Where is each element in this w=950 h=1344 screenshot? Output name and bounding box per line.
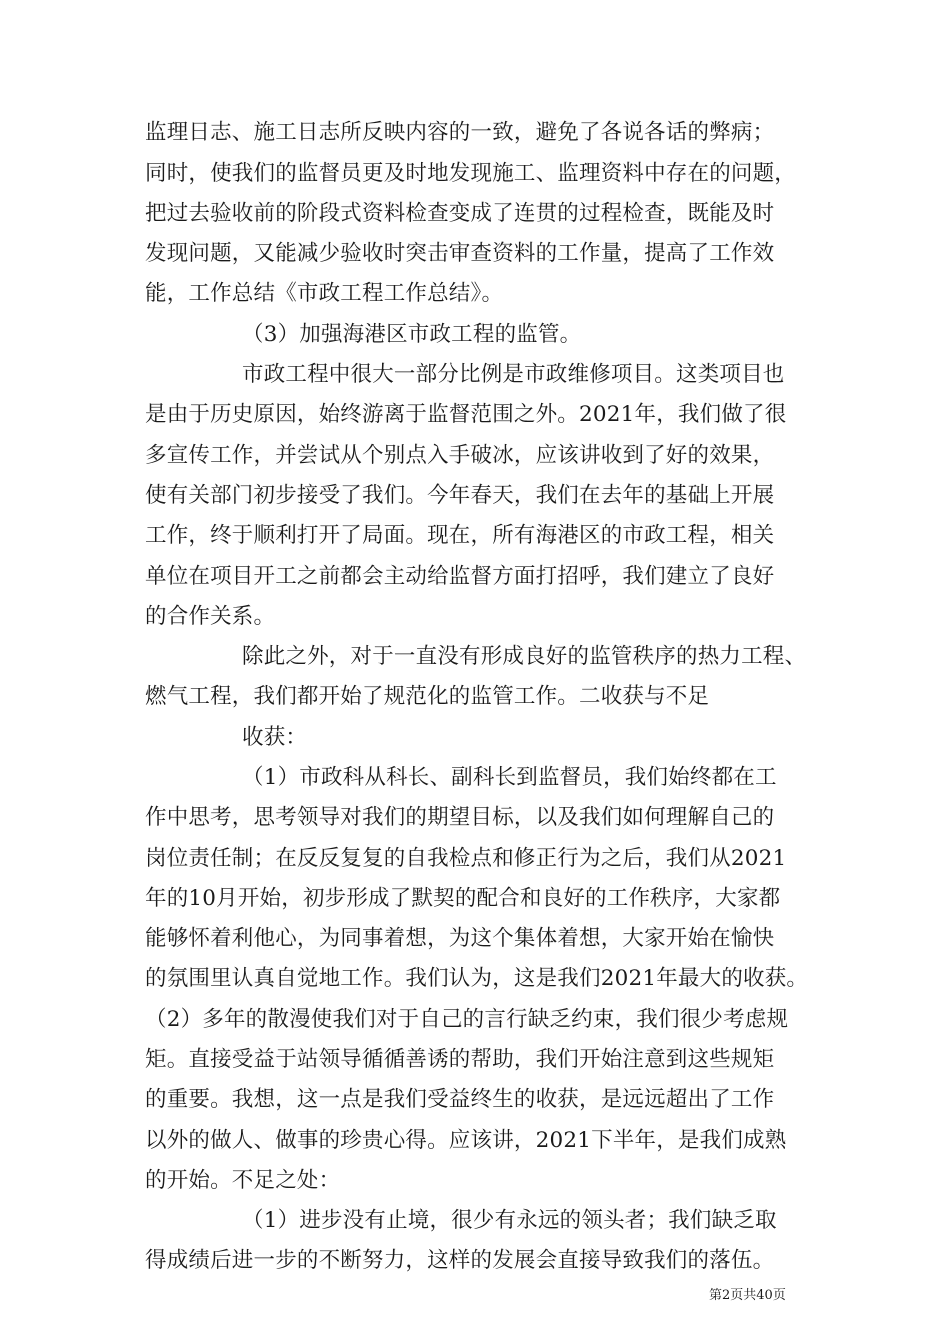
- text-line: （1）市政科从科长、副科长到监督员，我们始终都在工: [242, 765, 777, 790]
- text-line: 单位在项目开工之前都会主动给监督方面打招呼，我们建立了良好: [145, 564, 775, 589]
- text-line: 除此之外，对于一直没有形成良好的监管秩序的热力工程、: [242, 644, 807, 669]
- text-line: 工作，终于顺利打开了局面。现在，所有海港区的市政工程，相关: [145, 523, 775, 548]
- section-heading: 收获：: [242, 725, 308, 750]
- text-line: （1）进步没有止境，很少有永远的领头者；我们缺乏取: [242, 1208, 777, 1233]
- text-line: （2）多年的散漫使我们对于自己的言行缺乏约束，我们很少考虑规: [145, 1007, 789, 1032]
- text-line: 使有关部门初步接受了我们。今年春天，我们在去年的基础上开展: [145, 483, 775, 508]
- text-line: 的合作关系。: [145, 604, 276, 629]
- text-line: 多宣传工作，并尝试从个别点入手破冰，应该讲收到了好的效果，: [145, 443, 775, 468]
- text-line: 是由于历史原因，始终游离于监督范围之外。2021年，我们做了很: [145, 402, 787, 427]
- text-line: 年的10月开始，初步形成了默契的配合和良好的工作秩序，大家都: [145, 886, 781, 911]
- section-heading: （3）加强海港区市政工程的监管。: [242, 322, 582, 347]
- text-line: 的氛围里认真自觉地工作。我们认为，这是我们2021年最大的收获。: [145, 966, 809, 991]
- text-line: 能，工作总结《市政工程工作总结》。: [145, 281, 504, 306]
- text-line: 市政工程中很大一部分比例是市政维修项目。这类项目也: [242, 362, 785, 387]
- page-number: 第2页共40页: [709, 1288, 786, 1303]
- text-line: 能够怀着利他心，为同事着想，为这个集体着想，大家开始在愉快: [145, 926, 775, 951]
- text-line: 以外的做人、做事的珍贵心得。应该讲，2021下半年，是我们成熟: [145, 1128, 787, 1153]
- text-line: 得成绩后进一步的不断努力，这样的发展会直接导致我们的落伍。: [145, 1248, 775, 1273]
- text-line: 同时，使我们的监督员更及时地发现施工、监理资料中存在的问题，: [145, 161, 797, 186]
- text-line: 监理日志、施工日志所反映内容的一致，避免了各说各话的弊病；: [145, 120, 775, 145]
- text-line: 的重要。我想，这一点是我们受益终生的收获，是远远超出了工作: [145, 1087, 775, 1112]
- text-line: 的开始。不足之处：: [145, 1168, 341, 1193]
- text-line: 发现问题，又能减少验收时突击审查资料的工作量，提高了工作效: [145, 241, 775, 266]
- text-line: 燃气工程，我们都开始了规范化的监管工作。二收获与不足: [145, 684, 710, 709]
- text-line: 矩。直接受益于站领导循循善诱的帮助，我们开始注意到这些规矩: [145, 1047, 775, 1072]
- text-line: 把过去验收前的阶段式资料检查变成了连贯的过程检查，既能及时: [145, 201, 775, 226]
- text-line: 岗位责任制；在反反复复的自我检点和修正行为之后，我们从2021: [145, 846, 787, 871]
- text-line: 作中思考，思考领导对我们的期望目标，以及我们如何理解自己的: [145, 805, 775, 830]
